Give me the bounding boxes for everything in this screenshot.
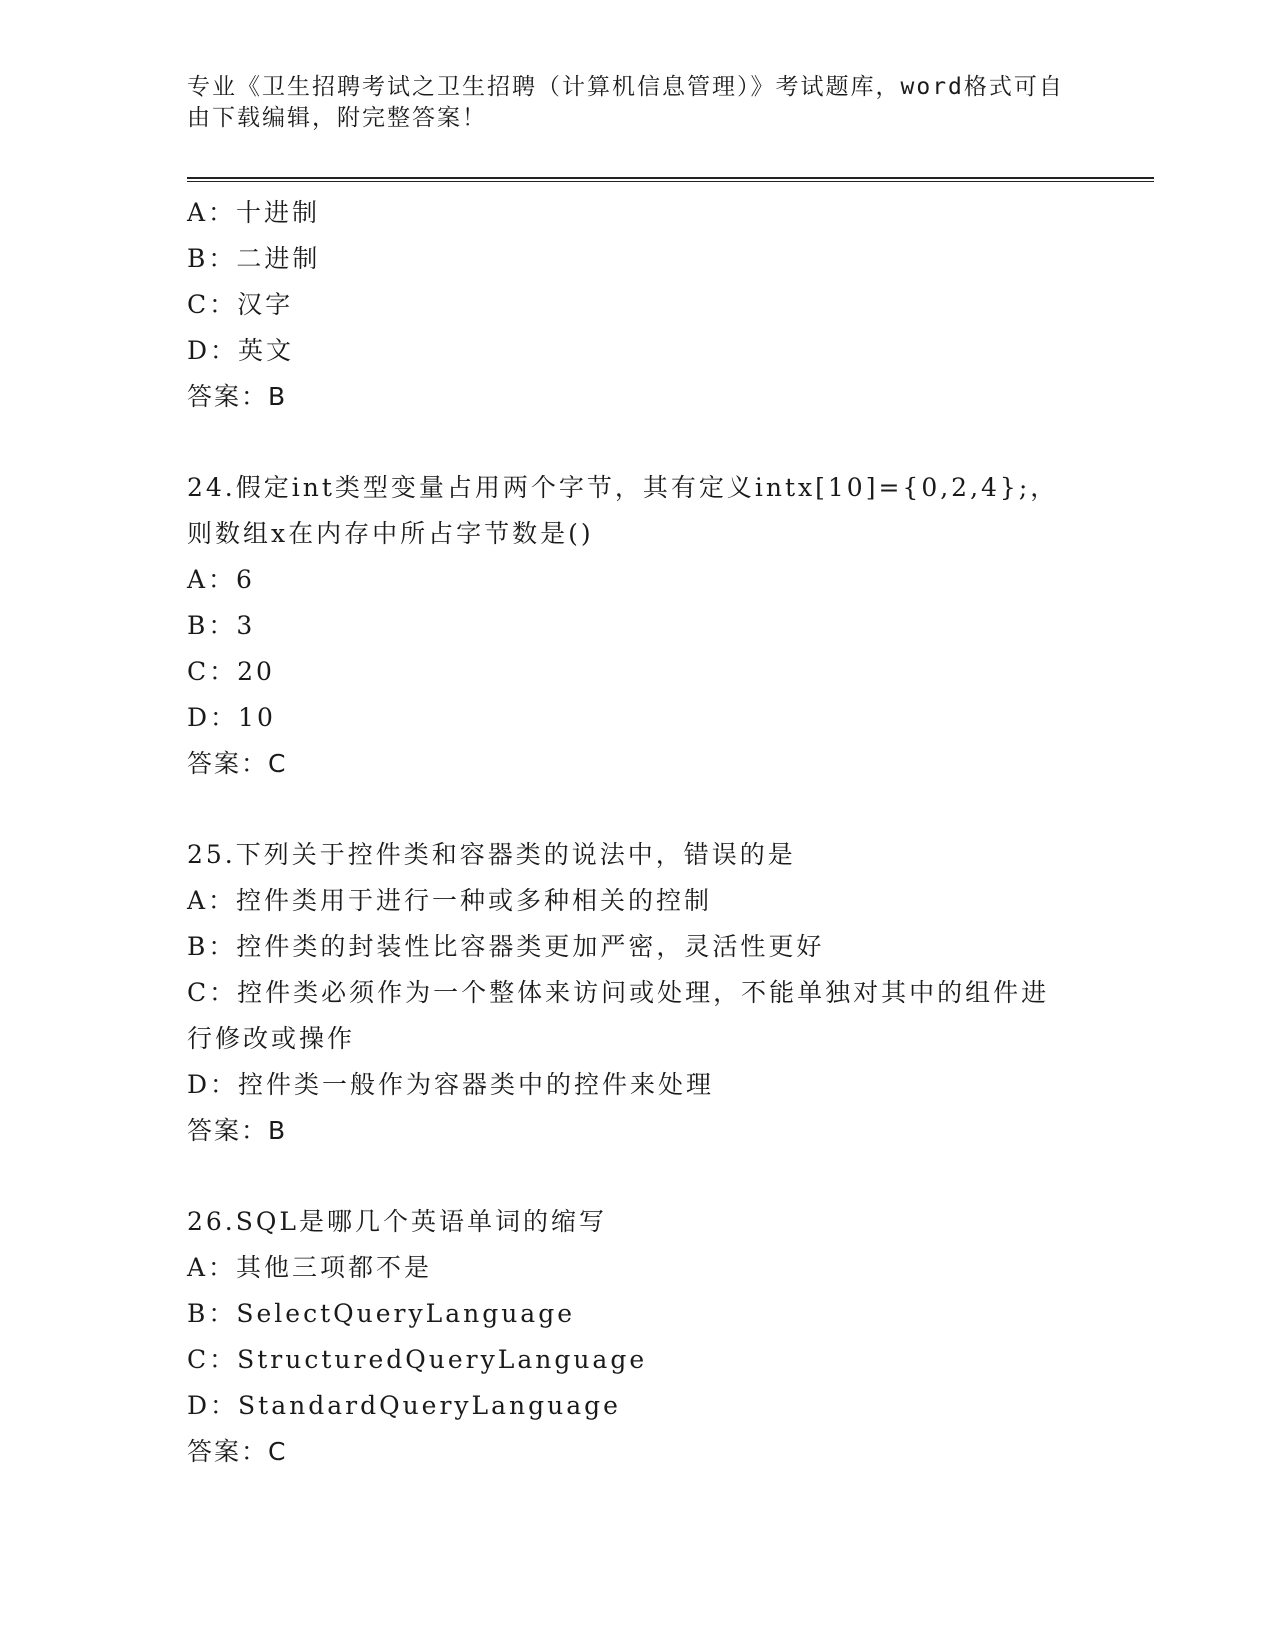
spacer [187, 420, 1087, 465]
option-c: C：20 [187, 657, 275, 686]
question-list [187, 190, 1087, 1475]
option-a: A：十进制 [187, 198, 321, 227]
answer-line: 答案：B [187, 1116, 288, 1145]
document-header [187, 72, 1067, 134]
question-text: 25.下列关于控件类和容器类的说法中，错误的是 [187, 840, 796, 869]
header-divider-bottom [187, 181, 1154, 182]
option-d: D：10 [187, 703, 276, 732]
option-b: B：二进制 [187, 244, 321, 273]
option-c: C：StructuredQueryLanguage [187, 1345, 648, 1374]
option-c-line-2: 行修改或操作 [187, 1024, 356, 1053]
option-d: D：英文 [187, 336, 295, 365]
answer-line: 答案：B [187, 382, 288, 411]
question-text-line-2: 则数组x在内存中所占字节数是() [187, 519, 594, 548]
option-b: B：3 [187, 611, 256, 640]
option-a: A：控件类用于进行一种或多种相关的控制 [187, 886, 713, 915]
header-line-1: 专业《卫生招聘考试之卫生招聘（计算机信息管理）》考试题库，word格式可自 [187, 74, 1064, 100]
option-c: C：汉字 [187, 290, 294, 319]
option-b: B：SelectQueryLanguage [187, 1299, 576, 1328]
question-block-25 [187, 832, 1087, 1154]
option-a: A：其他三项都不是 [187, 1253, 433, 1282]
answer-line: 答案：C [187, 749, 288, 778]
question-text: 26.SQL是哪几个英语单词的缩写 [187, 1207, 607, 1236]
question-text-line-1: 24.假定int类型变量占用两个字节，其有定义intx[10]={0,2,4};， [187, 473, 1059, 502]
option-b: B：控件类的封装性比容器类更加严密，灵活性更好 [187, 932, 825, 961]
header-line-2: 由下载编辑，附完整答案！ [187, 105, 487, 131]
spacer [187, 787, 1087, 832]
spacer [187, 1154, 1087, 1199]
header-divider-top [187, 177, 1154, 179]
option-d: D：控件类一般作为容器类中的控件来处理 [187, 1070, 715, 1099]
question-block-26 [187, 1199, 1087, 1475]
option-a: A：6 [187, 565, 255, 594]
question-block-24 [187, 465, 1087, 787]
option-d: D：StandardQueryLanguage [187, 1391, 621, 1420]
option-c-line-1: C：控件类必须作为一个整体来访问或处理，不能单独对其中的组件进 [187, 978, 1050, 1007]
answer-line: 答案：C [187, 1437, 288, 1466]
question-block-23 [187, 190, 1087, 420]
